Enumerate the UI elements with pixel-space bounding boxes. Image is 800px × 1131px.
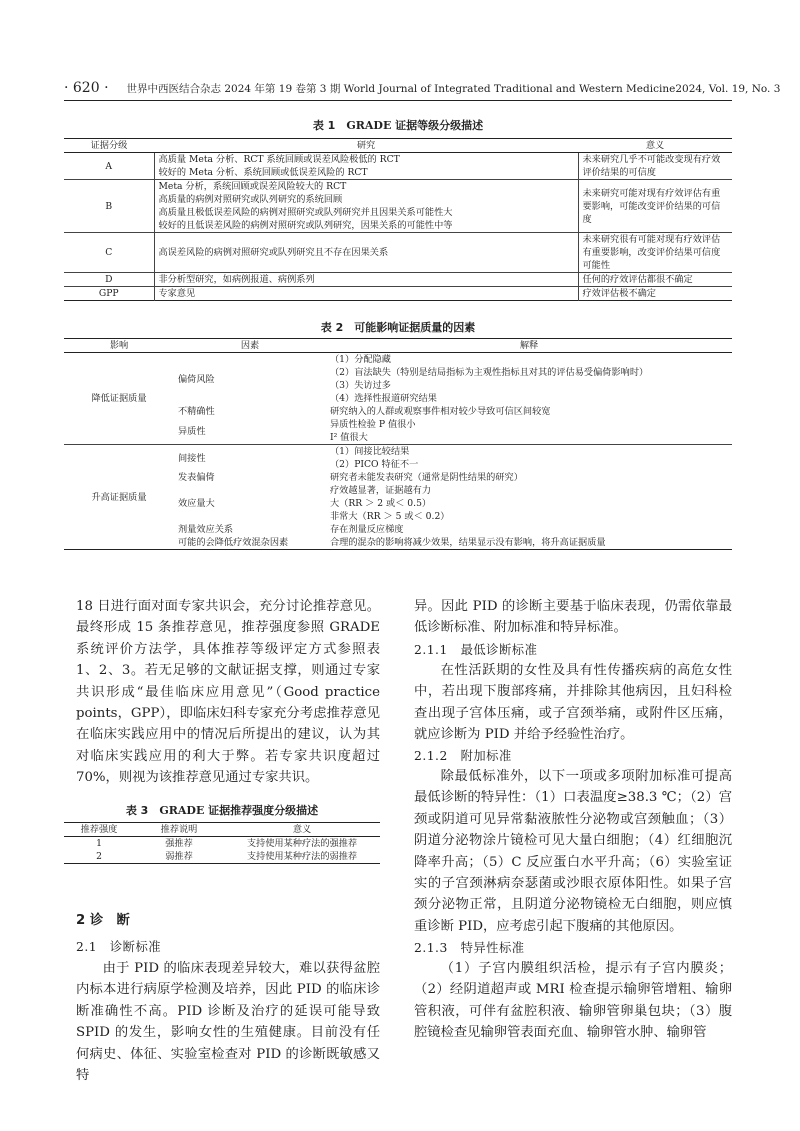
left-paragraph-1: 18 日进行面对面专家共识会，充分讨论推荐意见。最终形成 15 条推荐意见，推荐强度参照 GRADE 系统评价方法学，具体推荐等级评定方式参照表 1、2、3。若无足够的文献证据支撑，则通过专家共识形成“最佳临床应用意见”（Good practice points，GPP），即临床妇科专家充分考虑推荐意见在临床实践应用中的情况后所提出的建议，认为其对临床实践应用的利大于弊。若专家共识度超过 70%，则视为该推荐意见通过专家共识。 <box>76 599 380 786</box>
subsection-heading-minimum: 2.1.1 最低诊断标准 <box>414 643 538 657</box>
table-row: 剂量效应关系 存在剂量反应梯度 <box>178 524 404 535</box>
table2-header-factor: 因素 <box>174 339 326 353</box>
table3-caption: 表 3 GRADE 证据推荐强度分级描述 <box>125 804 319 817</box>
table-row: 不精确性 研究纳入的人群或观察事件相对较少导致可信区间较宽 <box>178 406 551 417</box>
table-row: 1 强推荐 支持使用某种疗法的强推荐 <box>96 838 358 849</box>
table-row: GPP 专家意见 疗效评估极不确定 <box>98 288 656 299</box>
table-row: B Meta 分析，系统回顾或误差风险较大的 RCT 高质量的病例对照研究或队列研究的系统回顾 高质量且极低误差风险的病例对照研究或队列研究并且因果关系可能性大 较好的且低误差风险的病例对照研究或队列研究，因果关系的可能性中等 未来研究可能对现有疗效评估有重要影响，可能改变评价结果的可信度 <box>64 180 732 233</box>
right-paragraph-1: 在性活跃期的女性及具有性传播疾病的高危女性中，若出现下腹部疼痛，并排除其他病因，且妇科检查出现子宫体压痛，或子宫颈举痛，或附件区压痛，就应诊断为 PID 并给予经验性治疗。 <box>414 663 732 743</box>
table2-caption: 表 2 可能影响证据质量的因素 <box>320 321 476 334</box>
journal-name: 世界中西医结合杂志 2024 年第 19 卷第 3 期 World Journal of Integrated Traditional and Western Medicine <box>126 83 676 95</box>
table-row: A 高质量 Meta 分析、RCT 系统回顾或误差风险极低的 RCT 较好的 Meta 分析、系统回顾或低误差风险的 RCT 未来研究几乎不可能改变现有疗效评价结果的可信度 <box>64 153 732 180</box>
left-paragraph-2: 由于 PID 的临床表现差异较大，难以获得盆腔内标本进行病原学检测及培养，因此 PID 的临床诊断准确性不高。PID 诊断及治疗的延误可能导致 SPID 的发生，影响女性的生殖健康。目前没有任何病史、体征、实验室检查对 PID 的诊断既敏感又特 <box>76 961 380 1084</box>
group-label: 升高证据质量 <box>91 491 147 503</box>
subsection-heading-specific: 2.1.3 特异性标准 <box>414 941 525 955</box>
journal-issue: 2024, Vol. 19, No. 3 <box>675 83 781 95</box>
table2-header-explanation: 解释 <box>326 339 732 353</box>
table1-header-study: 研究 <box>154 139 578 153</box>
table-row: 发表偏倚 研究者未能发表研究（通常是阴性结果的研究） <box>178 472 523 483</box>
table-row: 效应量大 疗效越显著，证据越有力 大（RR ＞ 2 或＜ 0.5） 非常大（RR ＞ 5 或＜ 0.2） <box>178 485 450 522</box>
page-number: · 620 · <box>64 80 109 96</box>
right-paragraph-0: 异。因此 PID 的诊断主要基于临床表现，仍需依靠最低诊断标准、附加标准和特异标准。 <box>414 599 732 636</box>
table-row: 2 弱推荐 支持使用某种疗法的弱推荐 <box>96 851 358 862</box>
right-paragraph-2: 除最低标准外，以下一项或多项附加标准可提高最低诊断的特异性：（1）口表温度≥38.3 ℃；（2）宫颈或阴道可见异常黏液脓性分泌物或宫颈触血；（3）阴道分泌物涂片镜检可见大量白细胞；（4）红细胞沉降率升高；（5）C 反应蛋白水平升高；（6）实验室证实的子宫颈淋病奈瑟菌或沙眼衣原体阳性。如果子宫颈分泌物正常，且阴道分泌物镜检无白细胞，则应慎重诊断 PID，应考虑引起下腹痛的其他原因。 <box>414 769 732 934</box>
section-heading-diagnosis: 2 诊 断 <box>76 913 130 928</box>
table-row: 可能的会降低疗效混杂因素 合理的混杂的影响将减少效果，结果显示没有影响，将升高证据质量 <box>178 537 606 548</box>
table1-caption: 表 1 GRADE 证据等级分级描述 <box>312 119 484 132</box>
table-row: 升高证据质量 间接性 （1）间接比较结果 （2）PICO 特征不一 <box>64 445 732 472</box>
table2-quality-factors <box>64 338 732 550</box>
table-row: 异质性 异质性检验 P 值很小 I² 值很大 <box>64 418 732 445</box>
table1-header-meaning: 意义 <box>578 139 732 153</box>
table3-recommendation-strength: 推荐强度 推荐说明 意义 1 强推荐 支持使用某种疗法的强推荐 2 弱推荐 支持使用某种疗法的弱推荐 <box>64 822 380 864</box>
table-row: 降低证据质量 偏倚风险 （1）分配隐藏 （2）盲法缺失（特别是结局指标为主观性指标且对其的评估易受偏倚影响时） （3）失访过多 （4）选择性报道研究结果 <box>64 353 732 406</box>
running-header <box>64 80 781 98</box>
table-row: D 非分析型研究，如病例报道、病例系列 任何的疗效评估都很不确定 <box>64 273 732 287</box>
header-rule <box>64 100 732 101</box>
table1-header-grade: 证据分级 <box>64 139 154 153</box>
table-row: C 高误差风险的病例对照研究或队列研究且不存在因果关系 未来研究很有可能对现有疗效评估有重要影响，改变评价结果可信度可能性 <box>64 233 732 273</box>
table2-header-impact: 影响 <box>64 339 174 353</box>
right-paragraph-3: （1）子宫内膜组织活检，提示有子宫内膜炎；（2）经阴道超声或 MRI 检查提示输卵管增粗、输卵管积液，可伴有盆腔积液、输卵管卵巢包块；（3）腹腔镜检查见输卵管表面充血、输卵管水肿、输卵管 <box>414 961 732 1041</box>
table1-grade-levels <box>64 138 732 301</box>
subsection-heading-criteria: 2.1 诊断标准 <box>76 940 162 954</box>
group-label: 降低证据质量 <box>64 353 174 445</box>
subsection-heading-additional: 2.1.2 附加标准 <box>414 749 512 763</box>
